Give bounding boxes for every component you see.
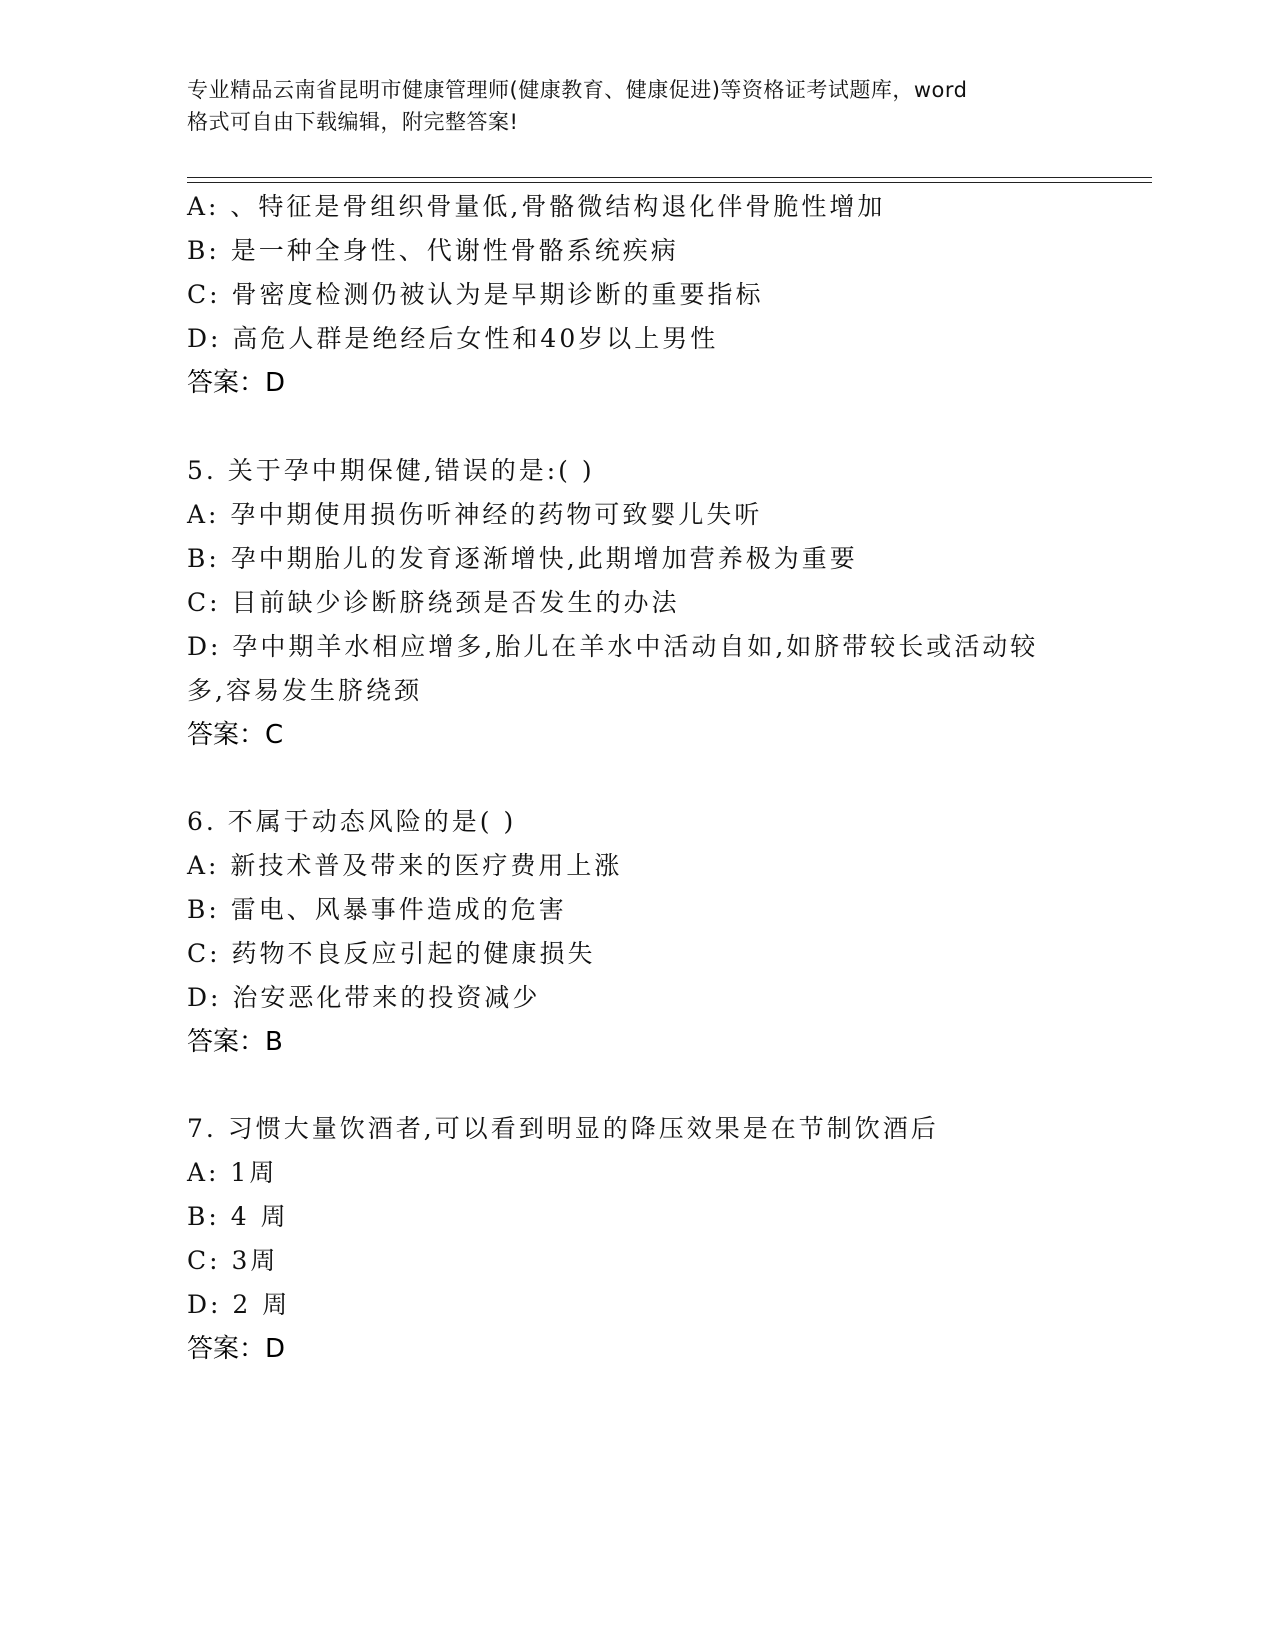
q6-option-b: B: 雷电、风暴事件造成的危害 bbox=[187, 895, 567, 924]
q5-option-d-line1: D: 孕中期羊水相应增多,胎儿在羊水中活动自如,如脐带较长或活动较 bbox=[187, 632, 1039, 661]
q4-option-d: D: 高危人群是绝经后女性和40岁以上男性 bbox=[187, 324, 719, 353]
q7-option-c: C: 3周 bbox=[187, 1246, 279, 1275]
q5-option-d-line2: 多,容易发生脐绕颈 bbox=[187, 676, 422, 705]
q7-answer: 答案：D bbox=[187, 1334, 286, 1364]
header-divider-bottom bbox=[187, 182, 1152, 183]
q4-answer: 答案：D bbox=[187, 368, 286, 398]
header-line-1: 专业精品云南省昆明市健康管理师(健康教育、健康促进)等资格证考试题库，word bbox=[187, 78, 968, 102]
q7-option-d: D: 2 周 bbox=[187, 1290, 291, 1319]
q6-option-c: C: 药物不良反应引起的健康损失 bbox=[187, 939, 596, 968]
q5-option-a: A: 孕中期使用损伤听神经的药物可致婴儿失听 bbox=[187, 500, 763, 529]
document-header bbox=[187, 74, 1087, 138]
q4-option-c: C: 骨密度检测仍被认为是早期诊断的重要指标 bbox=[187, 280, 764, 309]
q4-option-a: A: 、特征是骨组织骨量低,骨骼微结构退化伴骨脆性增加 bbox=[187, 192, 886, 221]
header-divider-top bbox=[187, 177, 1152, 178]
q4-option-b: B: 是一种全身性、代谢性骨骼系统疾病 bbox=[187, 236, 679, 265]
q6-answer: 答案：B bbox=[187, 1027, 283, 1057]
q5-option-c: C: 目前缺少诊断脐绕颈是否发生的办法 bbox=[187, 588, 680, 617]
header-line-2: 格式可自由下载编辑，附完整答案! bbox=[187, 110, 519, 134]
q6-question: 6. 不属于动态风险的是( ) bbox=[187, 807, 517, 836]
q5-option-b: B: 孕中期胎儿的发育逐渐增快,此期增加营养极为重要 bbox=[187, 544, 858, 573]
q5-answer: 答案：C bbox=[187, 720, 284, 750]
q5-question: 5. 关于孕中期保健,错误的是:( ) bbox=[187, 456, 595, 485]
q6-option-d: D: 治安恶化带来的投资减少 bbox=[187, 983, 541, 1012]
q7-question: 7. 习惯大量饮酒者,可以看到明显的降压效果是在节制饮酒后 bbox=[187, 1114, 939, 1143]
q7-option-a: A: 1周 bbox=[187, 1158, 278, 1187]
q6-option-a: A: 新技术普及带来的医疗费用上涨 bbox=[187, 851, 623, 880]
q7-option-b: B: 4 周 bbox=[187, 1202, 289, 1231]
